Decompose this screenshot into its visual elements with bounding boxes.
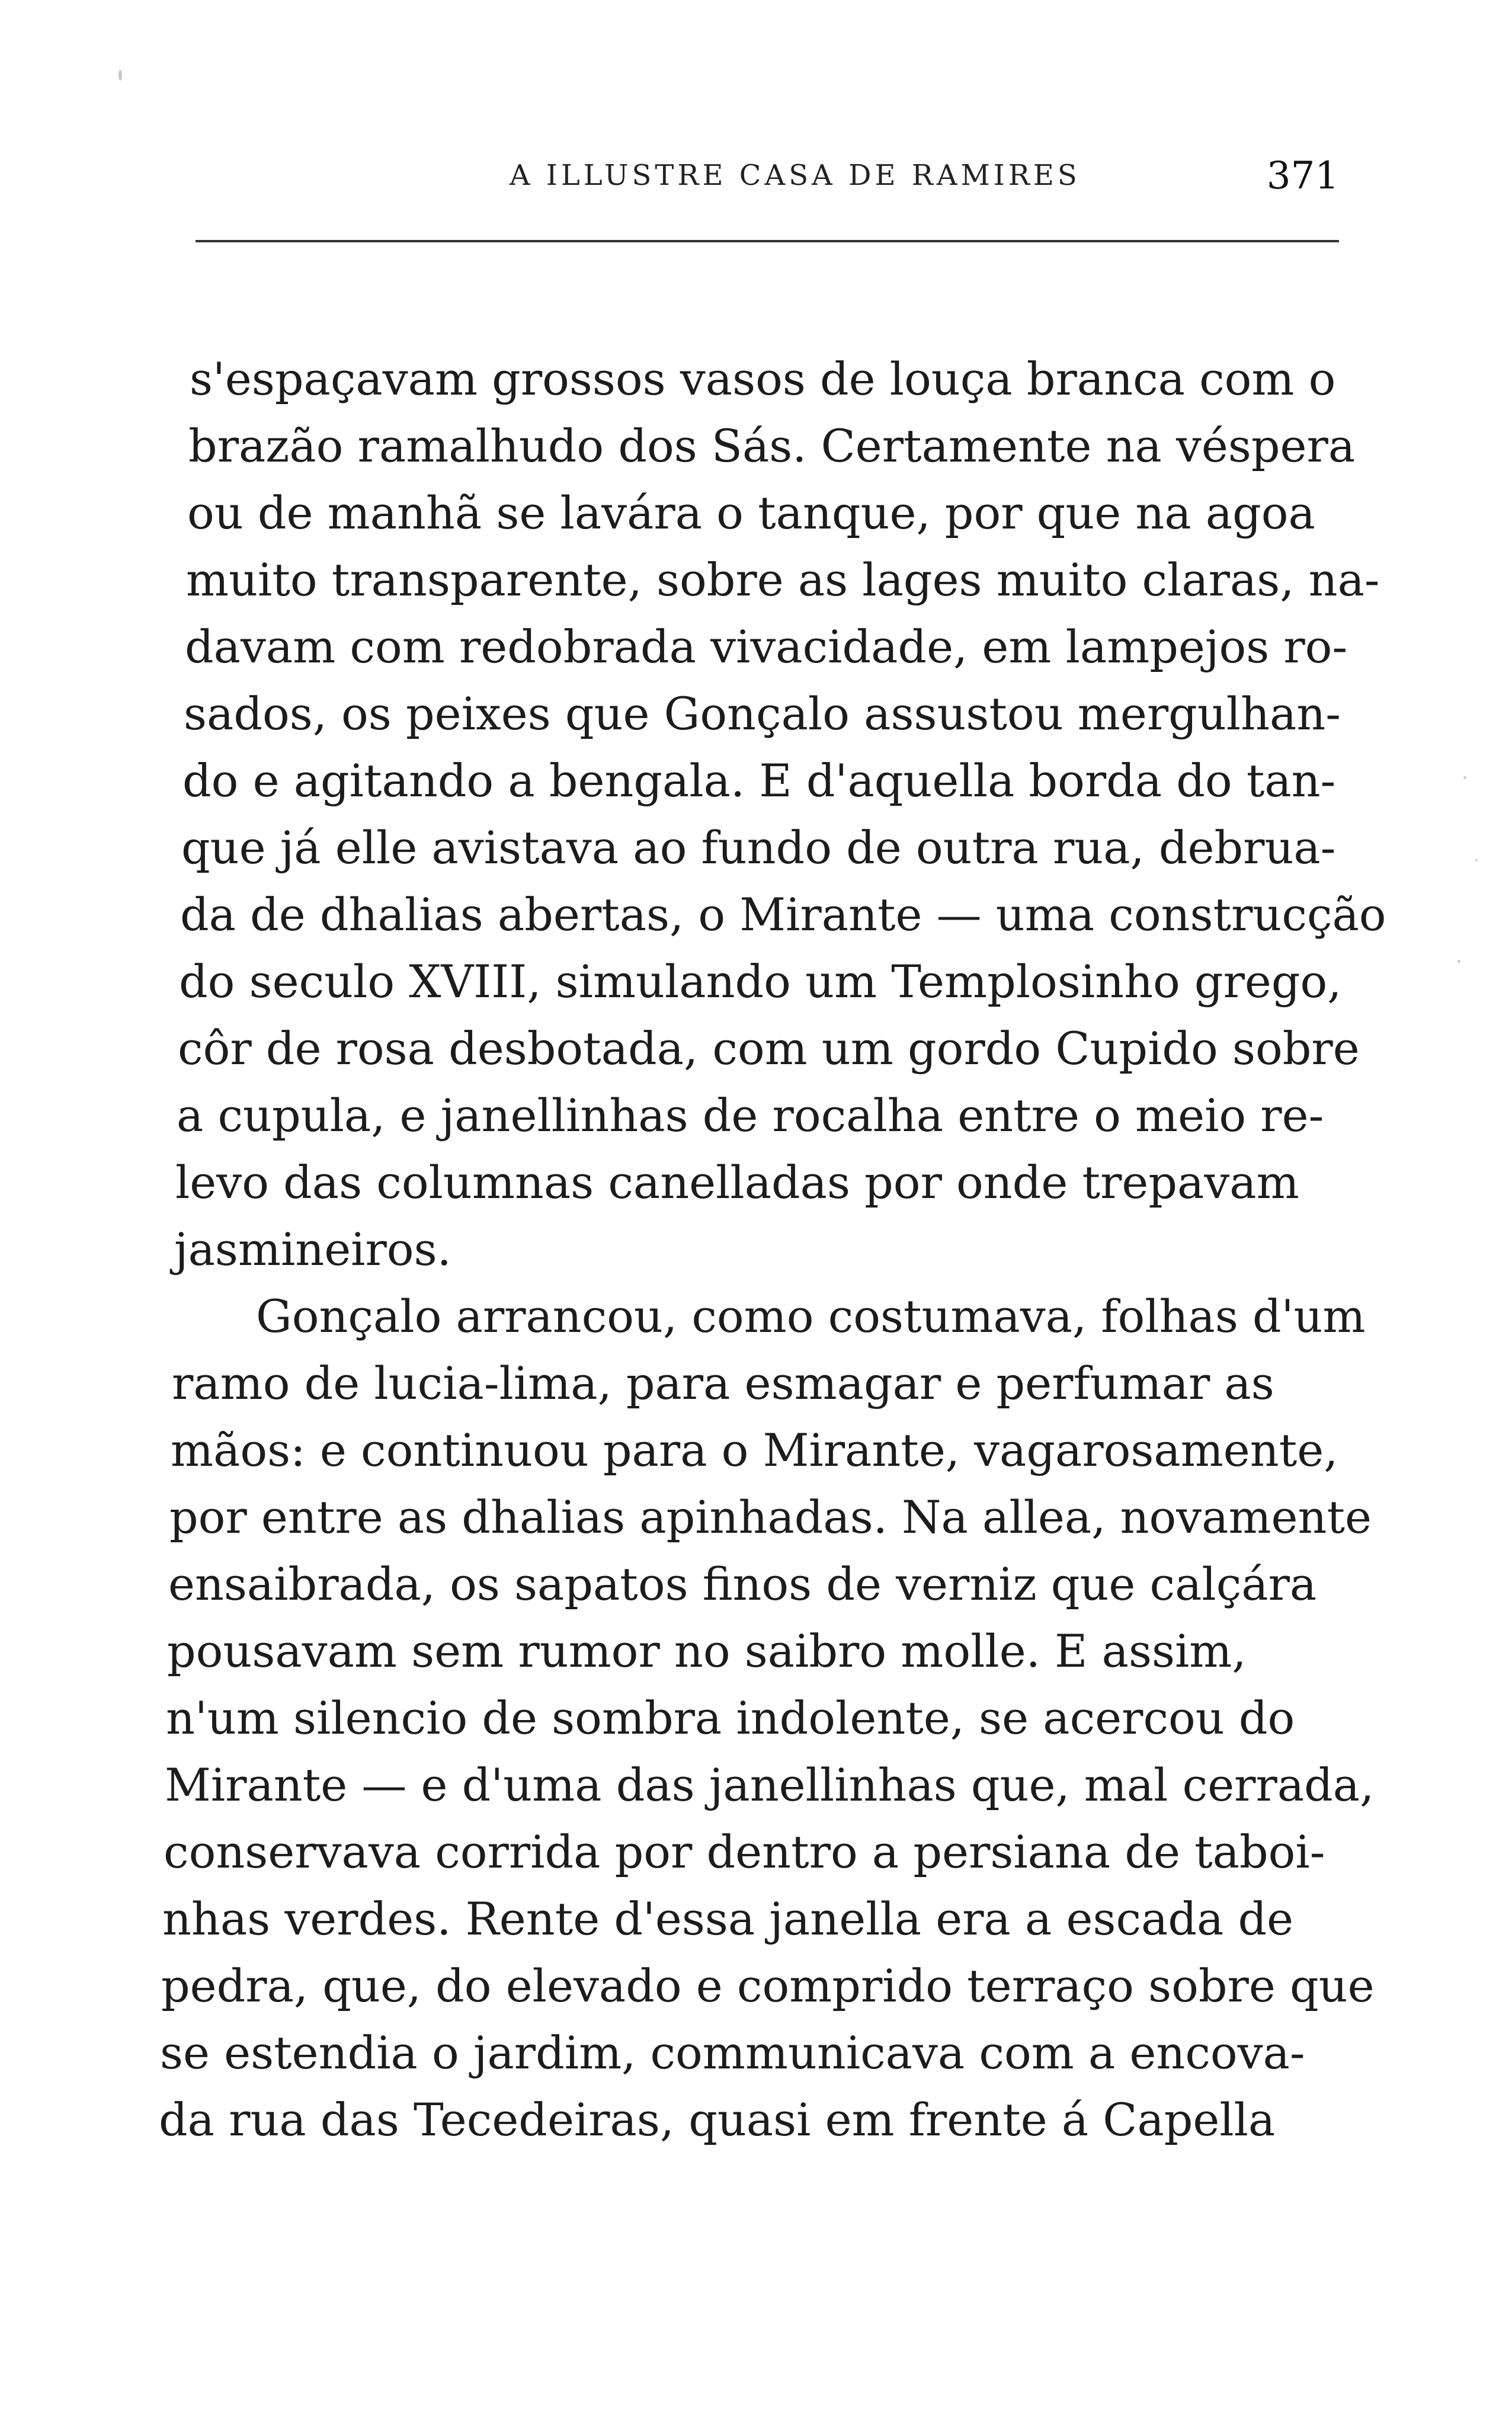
text-line: pousavam sem rumor no saibro molle. E assim, (167, 1625, 1247, 1677)
running-title: A ILLUSTRE CASA DE RAMIRES (510, 159, 1081, 192)
text-line: que já elle avistava ao fundo de outra rua, debrua- (181, 821, 1336, 874)
text-line: ou de manhã se lavára o tanque, por que na agoa (187, 486, 1315, 539)
text-line: s'espaçavam grossos vasos de louça branca com o (190, 353, 1336, 405)
text-line: sados, os peixes que Gonçalo assustou mergulhan- (184, 687, 1341, 740)
text-line: n'um silencio de sombra indolente, se acercou do (166, 1692, 1295, 1744)
text-line: do seculo XVIII, simulando um Templosinho grego, (179, 955, 1342, 1008)
paper-speck (118, 70, 122, 81)
paper-speck (1475, 859, 1478, 861)
text-line: davam com redobrada vivacidade, em lampejos ro- (185, 620, 1348, 673)
text-line: nhas verdes. Rente d'essa janella era a escada de (162, 1892, 1294, 1945)
paper-speck (1457, 960, 1460, 963)
page-number: 371 (1266, 154, 1339, 198)
text-line: côr de rosa desbotada, com um gordo Cupido sobre (178, 1022, 1360, 1075)
text-line: levo das columnas canelladas por onde trepavam (175, 1156, 1299, 1209)
text-line: muito transparente, sobre as lages muito claras, na- (186, 553, 1380, 606)
text-line: jasmineiros. (174, 1223, 451, 1276)
text-line: por entre as dhalias apinhadas. Na allea, novamente (169, 1491, 1372, 1543)
text-line: da rua das Tecedeiras, quasi em frente á Capella (159, 2093, 1276, 2146)
text-line: mãos: e continuou para o Mirante, vagarosamente, (171, 1424, 1338, 1477)
paragraph-start-line: Gonçalo arrancou, como costumava, folhas d'um (256, 1290, 1366, 1343)
paper-speck (1463, 776, 1466, 779)
text-line: Mirante — e d'uma das janellinhas que, mal cerrada, (165, 1759, 1375, 1811)
text-line: brazão ramalhudo dos Sás. Certamente na véspera (188, 419, 1356, 472)
text-line: conservava corrida por dentro a persiana de taboi- (164, 1826, 1325, 1878)
text-line: a cupula, e janellinhas de rocalha entre o meio re- (177, 1089, 1324, 1142)
text-line: da de dhalias abertas, o Mirante — uma construcção (180, 888, 1386, 941)
text-line: ramo de lucia-lima, para esmagar e perfumar as (172, 1357, 1274, 1410)
text-line: pedra, que, do elevado e comprido terraço sobre que (161, 1959, 1375, 2012)
text-line: ensaibrada, os sapatos finos de verniz que calçára (168, 1558, 1317, 1610)
text-line: do e agitando a bengala. E d'aquella borda do tan- (182, 754, 1336, 807)
text-line: se estendia o jardim, communicava com a encova- (160, 2026, 1305, 2079)
